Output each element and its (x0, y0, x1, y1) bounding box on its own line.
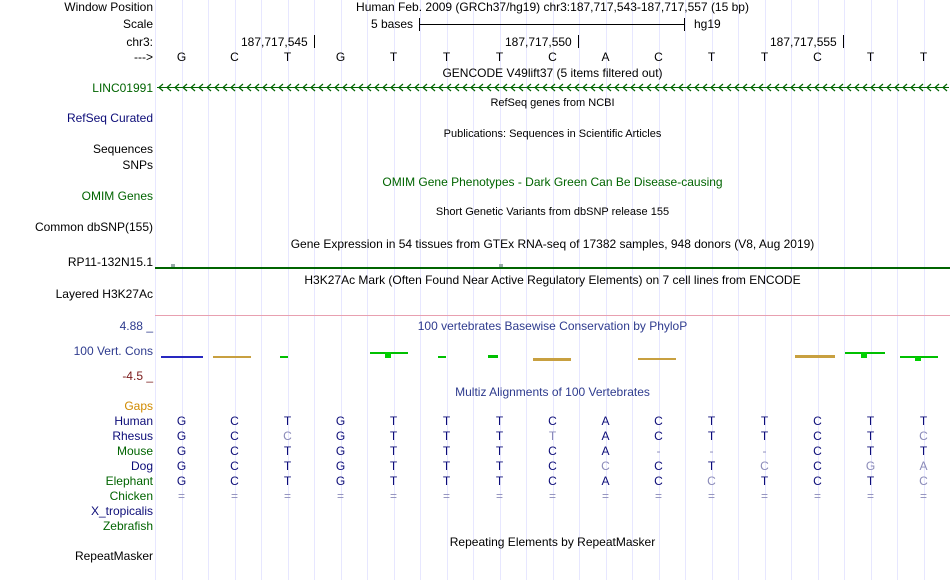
alignment-base: T (495, 414, 504, 428)
alignment-base: = (707, 489, 715, 503)
alignment-base: T (283, 444, 292, 458)
cons-bar-5 (385, 352, 391, 358)
alignment-base: T (495, 429, 504, 443)
alignment-base: G (335, 429, 346, 443)
species-label-elephant[interactable]: Elephant (105, 474, 153, 488)
alignment-base: T (283, 474, 292, 488)
alignment-base: T (707, 459, 716, 473)
cons-bar-10 (795, 355, 835, 358)
alignment-base: G (335, 414, 346, 428)
alignment-base: T (389, 459, 398, 473)
alignment-base: = (389, 489, 397, 503)
reference-base: C (654, 50, 663, 64)
scale-text: 5 bases (371, 17, 414, 31)
alignment-base: = (495, 489, 503, 503)
repeatmasker-label[interactable]: RepeatMasker (74, 549, 153, 563)
alignment-base: T (495, 444, 504, 458)
omim-track-title[interactable]: OMIM Gene Phenotypes - Dark Green Can Be Disease-causing (382, 175, 723, 189)
h3k27ac-signal-line (155, 315, 950, 316)
species-label-x-tropicalis[interactable]: X_tropicalis (90, 504, 153, 518)
alignment-base: = (177, 489, 185, 503)
alignment-base: T (389, 444, 398, 458)
linc01991-gene-feature[interactable] (157, 80, 949, 95)
gene-strand-arrows (157, 80, 949, 95)
alignment-base: T (760, 429, 769, 443)
alignment-base: T (866, 414, 875, 428)
alignment-base: T (389, 429, 398, 443)
gtex-track-title[interactable]: Gene Expression in 54 tissues from GTEx RNA-seq of 17382 samples, 948 donors (V8, Aug 2019) (290, 237, 815, 251)
species-label-zebrafish[interactable]: Zebrafish (102, 519, 153, 533)
alignment-base: T (866, 444, 875, 458)
alignment-base: G (335, 459, 346, 473)
reference-base: C (548, 50, 557, 64)
reference-base: C (813, 50, 822, 64)
alignment-base: = (283, 489, 291, 503)
alignment-base: T (707, 414, 716, 428)
rp11-132n15-label[interactable]: RP11-132N15.1 (67, 255, 153, 269)
vert-cons-label[interactable]: 100 Vert. Cons (73, 344, 153, 358)
conservation-plot[interactable] (155, 340, 950, 370)
alignment-base: C (548, 414, 557, 428)
reference-base: T (442, 50, 451, 64)
cons-bar-12 (861, 352, 867, 358)
dbsnp-track-title[interactable]: Short Genetic Variants from dbSNP release 155 (435, 206, 670, 218)
alignment-base: C (813, 414, 822, 428)
alignment-base: T (760, 474, 769, 488)
alignment-base: T (442, 429, 451, 443)
alignment-base: C (230, 429, 239, 443)
species-label-rhesus[interactable]: Rhesus (112, 429, 153, 443)
reference-base: T (866, 50, 875, 64)
alignment-base: A (601, 429, 610, 443)
alignment-base: T (760, 414, 769, 428)
gencode-track-title[interactable]: GENCODE V49lift37 (5 items filtered out) (442, 66, 663, 80)
conservation-min-label: -4.5 _ (122, 369, 153, 383)
alignment-base: - (762, 444, 767, 458)
reference-base: C (230, 50, 239, 64)
cons-bar-2 (213, 356, 251, 358)
common-dbsnp-label[interactable]: Common dbSNP(155) (34, 220, 153, 234)
alignment-base: T (707, 429, 716, 443)
alignment-base: T (442, 444, 451, 458)
alignment-base: = (336, 489, 344, 503)
alignment-base: T (283, 414, 292, 428)
alignment-base: G (865, 459, 876, 473)
alignment-base: C (230, 414, 239, 428)
alignment-base: - (709, 444, 714, 458)
reference-base: T (495, 50, 504, 64)
alignment-base: C (548, 459, 557, 473)
alignment-base: G (335, 444, 346, 458)
alignment-base: C (601, 459, 610, 473)
reference-base: A (601, 50, 610, 64)
alignment-base: A (919, 459, 928, 473)
scale-bar-left-tick (419, 18, 420, 31)
sequences-label[interactable]: Sequences (92, 142, 153, 156)
alignment-base: T (866, 474, 875, 488)
alignment-base: = (654, 489, 662, 503)
window-position-value: Human Feb. 2009 (GRCh37/hg19) chr3:187,717,543-187,717,557 (15 bp) (356, 0, 749, 14)
alignment-base: T (919, 444, 928, 458)
alignment-base: A (601, 414, 610, 428)
conservation-bars (155, 340, 950, 370)
alignment-base: C (654, 459, 663, 473)
alignment-base: A (601, 474, 610, 488)
gtex-expression-bar[interactable] (155, 267, 950, 269)
alignment-base: = (760, 489, 768, 503)
alignment-base: = (442, 489, 450, 503)
alignment-base: T (548, 429, 557, 443)
chromosome-label: chr3: (126, 35, 153, 49)
alignment-base: C (230, 474, 239, 488)
alignment-base: T (389, 414, 398, 428)
alignment-base: T (389, 474, 398, 488)
alignment-base: C (919, 429, 928, 443)
reference-base: G (176, 50, 187, 64)
alignment-base: C (813, 474, 822, 488)
cons-bar-1 (161, 356, 203, 358)
alignment-base: C (919, 474, 928, 488)
alignment-base: = (548, 489, 556, 503)
alignment-base: C (283, 429, 292, 443)
reference-base: T (919, 50, 928, 64)
coordinate-1: 187,717,545 (241, 35, 308, 49)
alignment-base: C (654, 429, 663, 443)
coordinate-2-tick (578, 35, 579, 48)
strand-arrow-label: ---> (134, 50, 153, 64)
reference-base: T (389, 50, 398, 64)
cons-bar-9 (638, 358, 676, 360)
cons-bar-8 (533, 358, 571, 361)
alignment-base: C (230, 459, 239, 473)
alignment-base: C (548, 444, 557, 458)
conservation-max-label: 4.88 _ (119, 319, 153, 333)
alignment-base: T (495, 459, 504, 473)
alignment-base: = (601, 489, 609, 503)
snps-label[interactable]: SNPs (122, 158, 153, 172)
alignment-base: G (176, 429, 187, 443)
alignment-base: T (442, 459, 451, 473)
alignment-base: G (176, 474, 187, 488)
cons-bar-14 (915, 357, 921, 361)
coordinate-3: 187,717,555 (770, 35, 837, 49)
species-label-chicken[interactable]: Chicken (109, 489, 153, 503)
refseq-curated-label[interactable]: RefSeq Curated (66, 111, 153, 125)
species-label-dog[interactable]: Dog (130, 459, 153, 473)
multiz-track-title[interactable]: Multiz Alignments of 100 Vertebrates (455, 385, 650, 399)
alignment-base: G (335, 474, 346, 488)
gtex-marker-left (171, 264, 175, 267)
h3k27ac-track-title[interactable]: H3K27Ac Mark (Often Found Near Active Regulatory Elements) on 7 cell lines from ENCODE (304, 273, 801, 287)
reference-base: T (760, 50, 769, 64)
coordinate-1-tick (314, 35, 315, 48)
scale-assembly: hg19 (694, 17, 721, 31)
alignment-base: T (919, 414, 928, 428)
cons-bar-3 (280, 356, 288, 358)
reference-base: G (335, 50, 346, 64)
alignment-base: G (176, 444, 187, 458)
scale-bar-right-tick (684, 18, 685, 31)
species-label-mouse[interactable]: Mouse (116, 444, 153, 458)
scale-bar (419, 24, 684, 25)
cons-bar-7 (488, 355, 498, 358)
alignment-base: G (176, 459, 187, 473)
coordinate-3-tick (843, 35, 844, 48)
alignment-base: = (813, 489, 821, 503)
repeatmasker-track-title[interactable]: Repeating Elements by RepeatMasker (449, 535, 656, 549)
scale-label: Scale (122, 17, 153, 31)
alignment-base: T (283, 459, 292, 473)
window-position-label: Window Position (64, 0, 153, 14)
alignment-base: G (176, 414, 187, 428)
alignment-base: - (656, 444, 661, 458)
species-label-human[interactable]: Human (114, 414, 153, 428)
alignment-base: A (601, 444, 610, 458)
layered-h3k27ac-label[interactable]: Layered H3K27Ac (55, 287, 153, 301)
reference-base: T (707, 50, 716, 64)
alignment-base: T (442, 474, 451, 488)
alignment-base: C (707, 474, 716, 488)
alignment-base: T (442, 414, 451, 428)
cons-bar-6 (438, 356, 446, 358)
alignment-base: T (495, 474, 504, 488)
alignment-base: = (919, 489, 927, 503)
gtex-marker-mid (499, 264, 503, 267)
alignment-base: C (813, 459, 822, 473)
omim-genes-label[interactable]: OMIM Genes (81, 189, 153, 203)
alignment-base: = (230, 489, 238, 503)
linc01991-gene-label[interactable]: LINC01991 (92, 81, 153, 95)
reference-base: T (283, 50, 292, 64)
conservation-track-title[interactable]: 100 vertebrates Basewise Conservation by PhyloP (417, 319, 688, 333)
alignment-base: T (866, 429, 875, 443)
alignment-base: C (230, 444, 239, 458)
alignment-base: C (654, 414, 663, 428)
gaps-label[interactable]: Gaps (124, 399, 153, 413)
publications-track-title[interactable]: Publications: Sequences in Scientific Articles (443, 128, 662, 140)
coordinate-2: 187,717,550 (505, 35, 572, 49)
alignment-base: C (654, 474, 663, 488)
alignment-base: = (866, 489, 874, 503)
alignment-base: C (813, 444, 822, 458)
alignment-base: C (813, 429, 822, 443)
refseq-track-title[interactable]: RefSeq genes from NCBI (490, 97, 615, 109)
alignment-base: C (760, 459, 769, 473)
alignment-base: C (548, 474, 557, 488)
